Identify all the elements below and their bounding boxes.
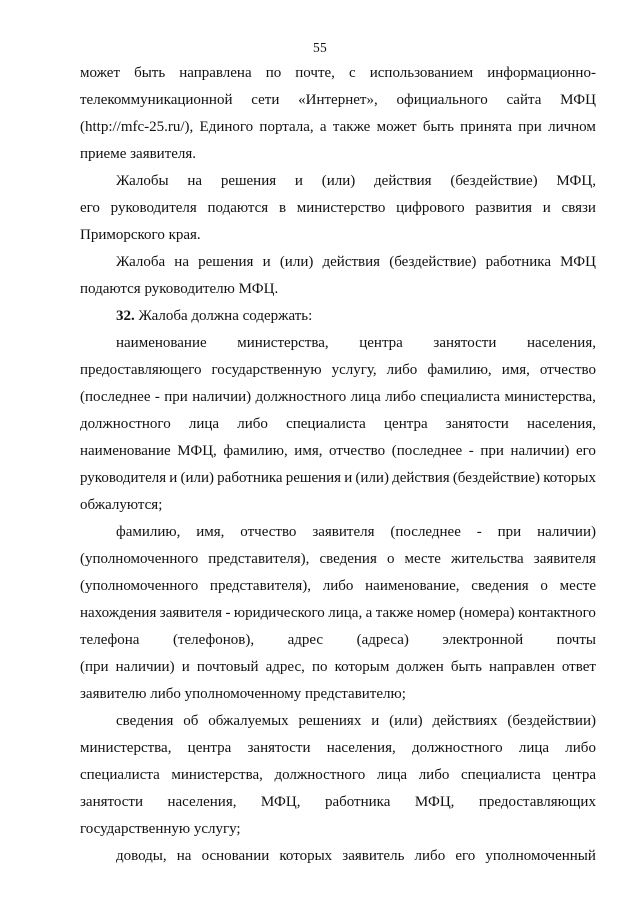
word: министерства,	[504, 389, 596, 405]
word: наименование	[116, 335, 207, 351]
word: жительства	[451, 551, 524, 567]
word: и	[181, 659, 190, 675]
word: цифрового	[396, 200, 465, 216]
word: имя,	[196, 524, 225, 540]
word: действия	[374, 173, 432, 189]
word: может	[80, 65, 120, 81]
text-line	[80, 843, 596, 870]
text-line	[80, 249, 596, 276]
word: действия	[392, 470, 450, 486]
text-line	[80, 492, 596, 519]
word: электронной	[442, 632, 524, 648]
word: министерства,	[237, 335, 329, 351]
word: лица	[350, 389, 381, 405]
word: лица	[518, 740, 550, 756]
word: «Интернет»,	[298, 92, 378, 108]
word: по	[311, 659, 328, 675]
word: (телефонов),	[172, 632, 255, 648]
word: МФЦ,	[414, 794, 455, 810]
text-line	[80, 60, 596, 87]
word: заявителя	[312, 524, 375, 540]
word: либо	[385, 389, 416, 405]
word: МФЦ	[560, 92, 596, 108]
word: действиях	[432, 713, 498, 729]
word: отчество	[240, 524, 297, 540]
word: должностного	[255, 389, 347, 405]
line-text: Приморского края.	[80, 227, 201, 243]
text-line	[80, 789, 596, 816]
word: (или)	[321, 173, 356, 189]
word: направлена	[179, 65, 252, 81]
word: о	[540, 578, 548, 594]
word: (последнее	[391, 443, 463, 459]
word: при	[497, 524, 522, 540]
line-text: подаются руководителю МФЦ.	[80, 281, 279, 297]
word: доводы,	[116, 848, 167, 864]
word: его	[575, 443, 596, 459]
word: -	[225, 605, 231, 621]
word: телекоммуникационной	[80, 92, 233, 108]
word: лица	[376, 767, 408, 783]
text-line	[80, 303, 596, 330]
text-line	[80, 276, 596, 303]
word: фамилию,	[427, 362, 492, 378]
word: центра	[384, 416, 428, 432]
word: лица,	[328, 605, 363, 621]
word: должен	[396, 659, 444, 675]
word: либо	[237, 416, 268, 432]
word: работника	[217, 470, 283, 486]
word: почтовый	[196, 659, 259, 675]
word: об	[183, 713, 199, 729]
word: наименование,	[365, 578, 460, 594]
word: либо	[414, 848, 446, 864]
word: по	[265, 65, 282, 81]
word: сведения	[319, 551, 377, 567]
text-line	[80, 222, 596, 249]
text-line	[80, 438, 596, 465]
section-number: 32.	[116, 308, 135, 324]
word: (при	[80, 659, 109, 675]
word: личном	[548, 119, 596, 135]
word: связи	[561, 200, 596, 216]
page-number: 55	[312, 40, 328, 55]
word: занятости	[247, 740, 311, 756]
word: портала,	[259, 119, 314, 135]
word: принята	[460, 119, 513, 135]
word: решения	[285, 470, 342, 486]
word: представителя),	[209, 578, 312, 594]
word: при	[480, 443, 504, 459]
word: обжалуемых	[208, 713, 289, 729]
text-line	[80, 735, 596, 762]
word: решения	[220, 173, 277, 189]
word: Жалоба	[116, 254, 166, 270]
text-line	[80, 708, 596, 735]
word: заявитель	[342, 848, 405, 864]
word: которых	[279, 848, 333, 864]
word: центра	[552, 767, 596, 783]
word: занятости	[433, 335, 497, 351]
word: (уполномоченного	[80, 551, 199, 567]
text-line	[80, 384, 596, 411]
text-line	[80, 816, 596, 843]
line-text: обжалуются;	[80, 497, 163, 513]
word: о	[386, 551, 395, 567]
word: специалиста	[420, 389, 501, 405]
word: либо	[418, 767, 450, 783]
word: (или)	[389, 713, 423, 729]
word: занятости	[445, 416, 509, 432]
word: которых	[543, 470, 596, 486]
word: министерство	[296, 200, 386, 216]
word: министерства,	[80, 740, 172, 756]
text-line	[80, 357, 596, 384]
word: может	[376, 119, 417, 135]
word: с	[349, 65, 356, 81]
word: а	[319, 119, 327, 135]
word: заявителя	[159, 605, 222, 621]
word: наименование	[80, 443, 171, 459]
word: сведения	[471, 578, 529, 594]
text-line	[80, 87, 596, 114]
word: (последнее	[80, 389, 151, 405]
word: сети	[251, 92, 280, 108]
word: действия	[322, 254, 381, 270]
word: (последнее	[390, 524, 461, 540]
text-line	[80, 330, 596, 357]
word: быть	[450, 659, 482, 675]
word: развития	[475, 200, 533, 216]
word: и	[344, 470, 353, 486]
word: уполномоченный	[485, 848, 596, 864]
word: -	[154, 389, 160, 405]
word: и	[169, 470, 178, 486]
word: наличии)	[537, 524, 596, 540]
document-body	[80, 60, 596, 870]
word: сведения	[116, 713, 174, 729]
word: специалиста	[460, 767, 541, 783]
word: отчество	[539, 362, 596, 378]
word: либо	[565, 740, 596, 756]
word: при	[518, 119, 542, 135]
text-line	[80, 654, 596, 681]
word: и	[294, 173, 303, 189]
word: населения,	[167, 794, 237, 810]
word: наличии)	[115, 659, 175, 675]
word: почте,	[295, 65, 335, 81]
text-line	[80, 114, 596, 141]
word: (http://mfc-25.ru/),	[80, 119, 194, 135]
text-line	[80, 600, 596, 627]
word: телефона	[80, 632, 140, 648]
word: наличии)	[192, 389, 252, 405]
word: лица	[188, 416, 220, 432]
word: также	[375, 605, 414, 621]
word: отчество	[329, 443, 386, 459]
word: специалиста	[80, 767, 160, 783]
word: должностного	[411, 740, 503, 756]
word: (номера)	[459, 605, 515, 621]
line-text: приеме заявителя.	[80, 146, 197, 162]
word: подаются	[207, 200, 269, 216]
word: решения	[198, 254, 254, 270]
text-line	[80, 465, 596, 492]
word: Единого	[199, 119, 254, 135]
word: -	[468, 443, 474, 459]
word: фамилию,	[116, 524, 181, 540]
word: использованием	[369, 65, 474, 81]
text-line	[80, 762, 596, 789]
word: МФЦ,	[556, 173, 596, 189]
word: (бездействие)	[450, 173, 538, 189]
word: (бездействие)	[452, 470, 541, 486]
line-text: государственную услугу;	[80, 821, 241, 837]
word: представителя),	[208, 551, 310, 567]
text-line	[80, 573, 596, 600]
word: руководителя	[80, 470, 167, 486]
word: решениях	[298, 713, 362, 729]
word: центра	[359, 335, 403, 351]
word: МФЦ,	[177, 443, 217, 459]
text-line	[80, 681, 596, 708]
text-line	[80, 519, 596, 546]
word: и	[542, 200, 551, 216]
word: заявителя	[533, 551, 596, 567]
word: нахождения	[80, 605, 157, 621]
text-line	[80, 141, 596, 168]
word: (или)	[279, 254, 314, 270]
word: также	[332, 119, 371, 135]
word: занятости	[80, 794, 143, 810]
word: предоставляющих	[478, 794, 596, 810]
word: в	[278, 200, 287, 216]
text-line	[80, 627, 596, 654]
word: ответ	[561, 659, 596, 675]
word: сайта	[506, 92, 542, 108]
word: и	[262, 254, 271, 270]
word: населения,	[526, 416, 596, 432]
word: (уполномоченного	[80, 578, 199, 594]
word: направлен	[489, 659, 555, 675]
word: и	[371, 713, 380, 729]
word: -	[476, 524, 482, 540]
word: специалиста	[286, 416, 366, 432]
word: либо	[386, 362, 418, 378]
word: месте	[559, 578, 596, 594]
word: Жалобы	[116, 173, 169, 189]
word: работника	[324, 794, 391, 810]
word: наличии)	[510, 443, 570, 459]
word: информационно-	[487, 65, 596, 81]
word: работника	[485, 254, 551, 270]
word: на	[174, 254, 189, 270]
word: населения,	[326, 740, 396, 756]
word: имя,	[501, 362, 530, 378]
text-line	[80, 546, 596, 573]
word: населения,	[526, 335, 596, 351]
word: юридического	[233, 605, 325, 621]
word: (адреса)	[356, 632, 409, 648]
word: его	[80, 200, 100, 216]
word: фамилию,	[223, 443, 288, 459]
word: должностного	[274, 767, 366, 783]
word: на	[176, 848, 192, 864]
word: предоставляющего	[80, 362, 202, 378]
word: быть	[134, 65, 166, 81]
word: имя,	[294, 443, 323, 459]
line-text: Жалоба должна содержать:	[134, 308, 313, 324]
word: при	[164, 389, 188, 405]
word: а	[365, 605, 373, 621]
line-text: заявителю либо уполномоченному представителю;	[80, 686, 406, 702]
word: должностного	[80, 416, 171, 432]
word: официального	[396, 92, 488, 108]
word: адрес,	[265, 659, 305, 675]
text-line	[80, 168, 596, 195]
word: МФЦ,	[260, 794, 301, 810]
word: центра	[187, 740, 232, 756]
word: быть	[422, 119, 454, 135]
word: на	[187, 173, 203, 189]
word: основании	[201, 848, 270, 864]
word: месте	[404, 551, 441, 567]
word: министерства,	[171, 767, 263, 783]
word: государственную	[211, 362, 322, 378]
word: руководителя	[110, 200, 197, 216]
word: которым	[334, 659, 390, 675]
word: (или)	[355, 470, 389, 486]
word: номер	[416, 605, 456, 621]
word: (бездействие)	[389, 254, 477, 270]
word: адрес	[287, 632, 324, 648]
word: (или)	[180, 470, 215, 486]
text-line	[80, 411, 596, 438]
word: услугу,	[331, 362, 377, 378]
word: контактного	[518, 605, 596, 621]
word: либо	[322, 578, 354, 594]
word: почты	[556, 632, 596, 648]
word: МФЦ	[560, 254, 596, 270]
word: (бездействии)	[507, 713, 596, 729]
text-line	[80, 195, 596, 222]
word: его	[455, 848, 476, 864]
